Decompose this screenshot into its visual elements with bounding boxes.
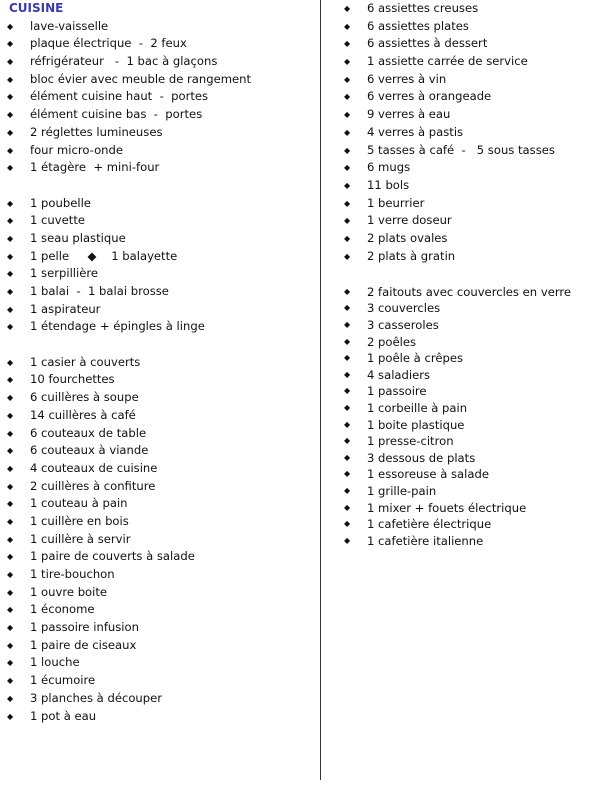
list-item-text: 1 étagère + mini-four [30,160,160,175]
list-item-text: 2 plats ovales [367,230,448,245]
diamond-bullet-icon: ◆ [344,180,351,190]
list-item-text: 1 pot à eau [30,708,97,723]
diamond-bullet-icon: ◆ [7,269,14,279]
diamond-bullet-icon: ◆ [344,251,351,261]
list-item [344,400,614,417]
list-item-text: 1 louche [30,655,80,670]
diamond-bullet-icon: ◆ [344,419,351,429]
list-item-text: 3 planches à découper [30,690,163,705]
list-item [7,584,307,602]
diamond-bullet-icon: ◆ [344,386,351,396]
diamond-bullet-icon: ◆ [7,534,14,544]
list-item-text: plaque électrique - 2 feux [30,36,187,51]
diamond-bullet-icon: ◆ [7,127,14,137]
column-divider [320,0,321,780]
list-item-text: bloc évier avec meuble de rangement [30,71,252,86]
diamond-bullet-icon: ◆ [7,322,14,332]
list-item [7,18,307,36]
diamond-bullet-icon: ◆ [7,428,14,438]
diamond-bullet-icon: ◆ [344,39,351,49]
list-item [344,317,614,334]
list-item-text: 1 tire-bouchon [30,567,115,581]
diamond-bullet-icon: ◆ [344,21,351,31]
list-item-text: 1 beurrier [367,195,425,210]
list-item [7,513,307,531]
list-item [7,495,307,513]
right-column [344,0,614,549]
list-item-text: 1 casier à couverts [30,354,141,369]
diamond-bullet-icon: ◆ [344,519,351,529]
list-item [7,265,307,283]
list-item [344,417,614,434]
diamond-bullet-icon: ◆ [7,693,14,703]
list-item [344,124,614,142]
list-item-text: 6 cuillères à soupe [30,390,139,405]
list-item-text: 6 couteaux de table [30,425,147,440]
list-item-text: four micro-onde [30,142,124,157]
diamond-bullet-icon: ◆ [7,587,14,597]
diamond-bullet-icon: ◆ [7,516,14,526]
list-item-text: 1 grille-pain [367,483,437,498]
list-item-text: 4 saladiers [367,367,431,382]
list-item-text: 2 cuillères à confiture [30,478,156,493]
diamond-bullet-icon: ◆ [7,552,14,562]
list-item [7,478,307,496]
diamond-bullet-icon: ◆ [7,57,14,67]
list-item-text: 4 couteaux de cuisine [30,460,158,475]
list-item [344,383,614,400]
diamond-bullet-icon: ◆ [344,216,351,226]
diamond-bullet-icon: ◆ [344,286,351,296]
diamond-bullet-icon: ◆ [7,711,14,721]
list-item [7,708,307,726]
diamond-bullet-icon: ◆ [7,39,14,49]
diamond-bullet-icon: ◆ [344,452,351,462]
list-item [7,442,307,460]
list-item-text: 1 étendage + épingles à linge [30,319,205,334]
list-item-text: 1 balai - 1 balai brosse [30,284,169,298]
diamond-bullet-icon: ◆ [7,676,14,686]
list-item-text: 1 boite plastique [367,417,465,432]
list-item-text: 2 poêles [367,334,417,349]
diamond-bullet-icon: ◆ [344,369,351,379]
list-item [7,124,307,142]
diamond-bullet-icon: ◆ [7,658,14,668]
list-item [344,367,614,384]
diamond-bullet-icon: ◆ [7,287,14,296]
list-item-text: lave-vaisselle [30,18,109,33]
list-item [344,35,614,53]
list-item-text: élément cuisine haut - portes [30,89,209,104]
list-item [7,53,307,71]
list-item-text: 1 paire de ciseaux [30,637,137,652]
list-item [7,654,307,672]
diamond-bullet-icon: ◆ [7,251,14,261]
diamond-bullet-icon: ◆ [344,145,351,155]
diamond-bullet-icon: ◆ [344,233,351,243]
diamond-bullet-icon: ◆ [7,481,14,491]
diamond-bullet-icon: ◆ [344,535,351,545]
list-item [344,106,614,124]
diamond-bullet-icon: ◆ [7,21,14,31]
diamond-bullet-icon: ◆ [7,570,14,579]
list-item-text: 1 corbeille à pain [367,400,468,415]
list-item-text: 1 verre doseur [367,213,452,228]
diamond-bullet-icon: ◆ [7,145,14,155]
list-item [7,35,307,53]
list-item-text: 6 verres à orangeade [367,89,492,104]
diamond-bullet-icon: ◆ [7,357,14,367]
list-item [344,159,614,177]
list-item-text: 1 poubelle [30,195,91,210]
list-item-text: 1 serpillière [30,266,99,281]
diamond-bullet-icon: ◆ [7,375,14,385]
diamond-bullet-icon: ◆ [344,353,351,363]
list-item-text: 10 fourchettes [30,372,115,387]
list-item [344,533,614,550]
list-item [344,177,614,195]
list-item [7,672,307,690]
list-item [344,466,614,483]
list-item-text: 5 tasses à café - 5 sous tasses [367,142,555,157]
diamond-bullet-icon: ◆ [7,393,14,403]
list-item-text: 6 mugs [367,160,411,175]
item-group [7,195,307,337]
group-spacer [344,265,614,284]
diamond-bullet-icon: ◆ [7,623,14,633]
diamond-bullet-icon: ◆ [7,605,14,615]
list-item [344,300,614,317]
list-item [344,284,614,301]
diamond-bullet-icon: ◆ [344,4,351,13]
list-item [7,389,307,407]
list-item-text: 1 passoire [367,384,427,399]
list-item-text: 1 économe [30,602,95,617]
list-item-text: 1 cafetière électrique [367,517,492,532]
list-item [344,500,614,517]
diamond-bullet-icon: ◆ [344,92,351,102]
list-item-text: 6 assiettes à dessert [367,36,488,51]
list-item-text: 6 couteaux à viande [30,443,149,458]
list-item [7,318,307,336]
diamond-bullet-icon: ◆ [7,499,14,509]
diamond-bullet-icon: ◆ [7,216,14,226]
list-item-text: 1 paire de couverts à salade [30,549,195,564]
list-item [7,690,307,708]
list-item [7,283,307,301]
list-item [344,230,614,248]
list-item-text: 1 couteau à pain [30,496,128,511]
diamond-bullet-icon: ◆ [344,74,351,84]
diamond-bullet-icon: ◆ [7,198,14,208]
list-item [344,433,614,450]
list-item [7,159,307,177]
list-item-text: 4 verres à pastis [367,124,464,139]
list-item [7,601,307,619]
list-item [7,548,307,566]
section-title: CUISINE [9,1,64,15]
diamond-bullet-icon: ◆ [344,402,351,412]
left-column [7,18,307,726]
list-item [344,350,614,367]
list-item [7,566,307,584]
item-group [344,284,614,550]
diamond-bullet-icon: ◆ [344,110,351,120]
list-item-text: 6 assiettes creuses [367,1,479,15]
list-item [7,142,307,160]
list-item [344,88,614,106]
diamond-bullet-icon: ◆ [344,502,351,512]
list-item [7,425,307,443]
list-item [344,248,614,266]
list-item [7,212,307,230]
list-item-text: 2 faitouts avec couvercles en verre [367,284,572,299]
list-item [7,619,307,637]
item-group [7,18,307,177]
list-item [7,531,307,549]
list-item-text: 14 cuillères à café [30,407,136,422]
group-spacer [7,177,307,195]
list-item [7,354,307,372]
list-item-text: 6 verres à vin [367,71,447,86]
list-item-text: 1 écumoire [30,673,96,688]
list-item-text: 1 cuillère à servir [30,531,131,546]
list-item [7,195,307,213]
list-item-text: réfrigérateur - 1 bac à glaçons [30,54,218,69]
list-item-text: 1 poêle à crêpes [367,351,464,366]
list-item [7,460,307,478]
list-item-text: 3 casseroles [367,318,439,332]
list-item-text: 3 dessous de plats [367,450,476,465]
diamond-bullet-icon: ◆ [7,233,14,243]
list-item-text: 1 cafetière italienne [367,533,484,548]
list-item [7,301,307,319]
diamond-bullet-icon: ◆ [7,410,14,420]
diamond-bullet-icon: ◆ [7,74,14,84]
list-item [344,516,614,533]
list-item [7,371,307,389]
list-item-text: 1 pelle ◆ 1 balayette [30,248,178,263]
list-item [7,637,307,655]
list-item-text: 1 seau plastique [30,230,126,245]
list-item [344,142,614,160]
list-item-text: 1 ouvre boite [30,584,108,599]
list-item [344,483,614,500]
list-item [7,106,307,124]
list-item-text: 1 passoire infusion [30,620,139,635]
list-item-text: 3 couvercles [367,301,441,316]
diamond-bullet-icon: ◆ [7,92,14,102]
diamond-bullet-icon: ◆ [7,463,14,473]
diamond-bullet-icon: ◆ [344,127,351,137]
list-item [344,18,614,36]
diamond-bullet-icon: ◆ [344,303,351,313]
list-item-text: 1 presse-citron [367,434,454,449]
diamond-bullet-icon: ◆ [344,469,351,479]
item-group [7,354,307,725]
list-item-text: 2 réglettes lumineuses [30,124,163,139]
diamond-bullet-icon: ◆ [7,110,14,120]
list-item-text: 1 aspirateur [30,301,101,316]
list-item-text: 1 mixer + fouets électrique [367,500,527,515]
list-item [344,450,614,467]
diamond-bullet-icon: ◆ [344,163,351,173]
diamond-bullet-icon: ◆ [344,198,351,208]
diamond-bullet-icon: ◆ [344,485,351,495]
list-item-text: 2 plats à gratin [367,248,456,263]
list-item-text: 6 assiettes plates [367,18,469,33]
list-item [7,248,307,266]
item-group [344,0,614,265]
list-item [344,212,614,230]
list-item-text: 1 cuillère en bois [30,513,129,528]
list-item [344,53,614,71]
diamond-bullet-icon: ◆ [7,163,14,173]
diamond-bullet-icon: ◆ [7,304,14,314]
list-item [344,195,614,213]
list-item-text: 1 essoreuse à salade [367,467,489,482]
list-item [344,71,614,89]
group-spacer [7,336,307,354]
diamond-bullet-icon: ◆ [7,640,14,650]
diamond-bullet-icon: ◆ [344,57,351,67]
list-item [344,0,614,18]
diamond-bullet-icon: ◆ [344,320,351,329]
list-item-text: élément cuisine bas - portes [30,107,203,122]
list-item [7,230,307,248]
list-item-text: 1 cuvette [30,213,86,228]
list-item-text: 1 assiette carrée de service [367,54,528,69]
list-item-text: 9 verres à eau [367,107,451,122]
list-item-text: 11 bols [367,177,410,192]
diamond-bullet-icon: ◆ [344,436,351,446]
list-item [344,334,614,351]
list-item [7,88,307,106]
diamond-bullet-icon: ◆ [7,446,14,456]
diamond-bullet-icon: ◆ [344,336,351,346]
list-item [7,407,307,425]
list-item [7,71,307,89]
